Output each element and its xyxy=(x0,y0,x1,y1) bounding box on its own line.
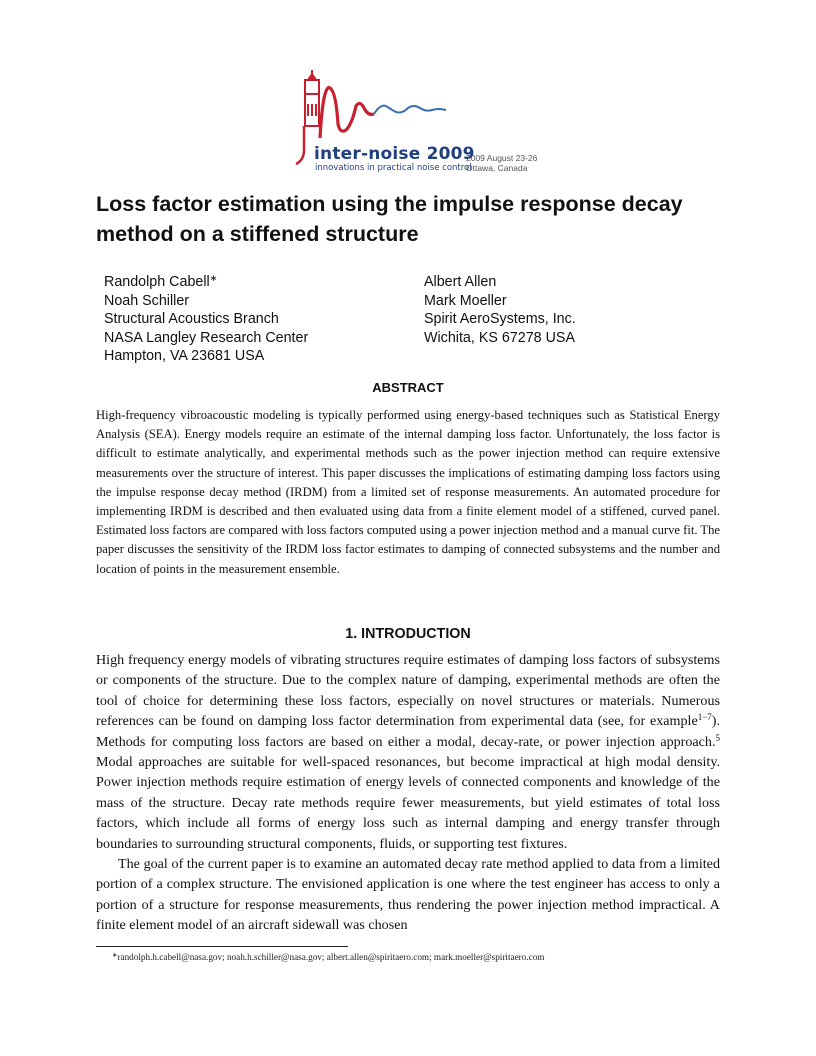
author-address: Hampton, VA 23681 USA xyxy=(104,348,265,364)
footnote-mark: ∗ xyxy=(112,952,118,959)
footnote-mark: ∗ xyxy=(209,273,218,283)
author-affiliation: Spirit AeroSystems, Inc. xyxy=(424,311,576,327)
author-affiliation: Structural Acoustics Branch xyxy=(104,311,279,327)
footnote-text: randolph.h.cabell@nasa.gov; noah.h.schiller@nasa.gov; albert.allen@spiritaero.com; mark.moeller@spiritaero.com xyxy=(117,952,545,962)
paper-title: Loss factor estimation using the impulse response decay method on a stiffened structure xyxy=(96,192,683,246)
footnote xyxy=(112,952,544,962)
abstract-text: High-frequency vibroacoustic modeling is typically performed using energy-based techniques such as Statistical Energy Analysis (SEA). Energy models require an estimate of the internal damping loss factor. Unfortunately, the loss factor is difficult to estimate analytically, and experimental methods such as the power injection method can require extensive measurements over the structure of interest. This paper discusses the implications of estimating damping loss factors using the impulse response decay method (IRDM) from a limited set of response measurements. An automated procedure for implementing IRDM is described and then evaluated using data from a finite element model of a stiffened, curved panel. Estimated loss factors are compared with loss factors computed using a power injection method and a manual curve fit. The paper discusses the sensitivity of the IRDM loss factor estimates to damping of connected subsystems and the number and location of points in the measurement ensemble. xyxy=(96,408,720,576)
author-address: Wichita, KS 67278 USA xyxy=(424,329,575,346)
author-institution: NASA Langley Research Center xyxy=(104,329,309,346)
citation: 1−7 xyxy=(697,712,712,723)
introduction-paragraph: The goal of the current paper is to examine an automated decay rate method applied to data from a limited portion of a complex structure. The envisioned application is one where the test engineer has access to only a portion of a structure for response measurements, thus rendering the power injection method impractical. A finite element model of an aircraft sidewall was chosen xyxy=(96,856,720,934)
introduction-body xyxy=(96,650,720,936)
section-heading-introduction: 1. INTRODUCTION xyxy=(345,626,471,642)
author-name: Randolph Cabell∗ xyxy=(104,273,218,290)
citation: 5 xyxy=(715,732,720,743)
conference-dates: 2009 August 23-26 xyxy=(466,153,538,163)
introduction-paragraph: High frequency energy models of vibrating structures require estimates of damping loss factors of subsystems or components of the structure. Due to the complex nature of damping, experimental methods are often the tool of choice for determining these loss factors, especially on novel structures or materials. Numerous references can be found on damping loss factor determination from experimental data (see, for example$^{1-7}$). Methods for computing loss factors are based on either a modal, decay-rate, or power injection approach.$^5$ Modal approaches are suitable for well-spaced resonances, but become impractical at high modal density. Power injection methods require estimation of energy levels of connected components and knowledge of the mass of the structure. Decay rate methods require fewer measurements, but yield estimates of total loss factors, which include all forms of energy loss such as internal damping and energy transfer through boundaries to surrounding structural components, fluids, or supporting test fixtures. xyxy=(96,652,720,852)
authors-left xyxy=(104,273,308,366)
logo-tagline: innovations in practical noise control xyxy=(315,163,472,173)
conference-location: Ottawa, Canada xyxy=(466,163,528,173)
logo-name: inter-noise 2009 xyxy=(314,144,475,164)
authors-right xyxy=(424,273,576,347)
footnote-rule xyxy=(96,946,348,947)
conference-info xyxy=(466,153,537,173)
wave-icon xyxy=(320,88,374,138)
author-name: Albert Allen xyxy=(424,274,497,290)
logo-wordmark xyxy=(314,145,475,173)
abstract-heading: ABSTRACT xyxy=(372,380,444,395)
author-name: Noah Schiller xyxy=(104,292,190,309)
author-name: Mark Moeller xyxy=(424,292,507,309)
